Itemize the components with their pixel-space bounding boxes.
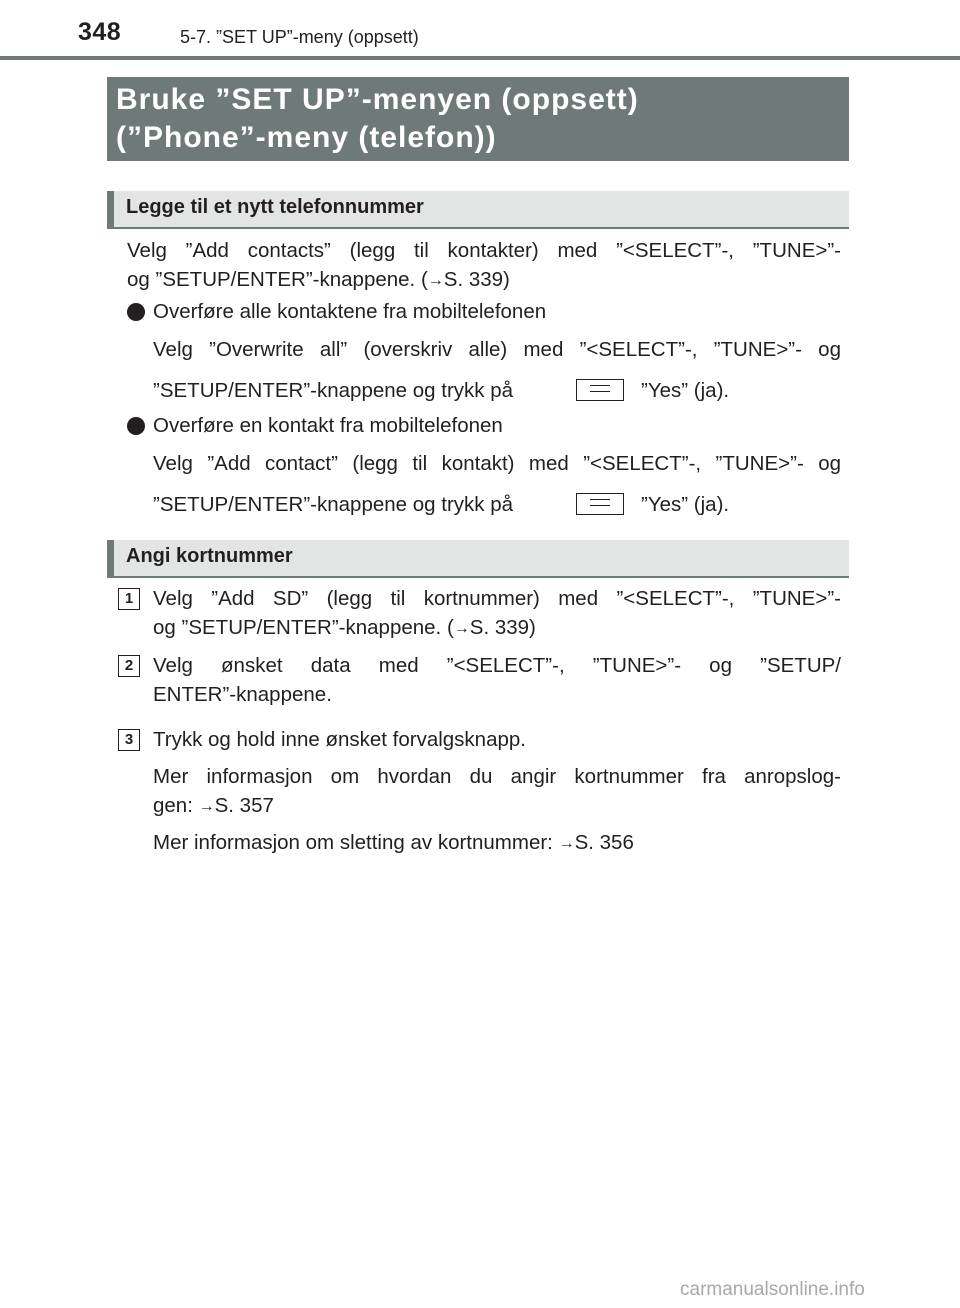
section-heading-bar — [107, 191, 114, 227]
arrow-right-icon: → — [198, 798, 215, 815]
step-number-1: 1 — [118, 588, 140, 610]
step1-line-2-text: og ”SETUP/ENTER”-knappene. ( — [153, 616, 454, 639]
bullet2-line-2a: ”SETUP/ENTER”-knappene og trykk på — [153, 493, 514, 516]
step3-info1-page-ref: S. 357 — [214, 794, 274, 817]
bullet1-line-1: Velg ”Overwrite all” (overskriv alle) med ”<SELECT”-, ”TUNE>”- og — [153, 338, 841, 361]
page-title-box — [107, 77, 849, 161]
watermark: carmanualsonline.info — [680, 1279, 865, 1300]
page-number: 348 — [78, 18, 122, 46]
step3-line-1: Trykk og hold inne ønsket forvalgsknapp. — [153, 728, 526, 751]
step1-line-2 — [153, 613, 536, 644]
bullet2-title: Overføre en kontakt fra mobiltelefonen — [153, 414, 503, 437]
step3-info1-line-1: Mer informasjon om hvordan du angir kortnummer fra anropslog- — [153, 765, 841, 788]
bullet1-line-2a: ”SETUP/ENTER”-knappene og trykk på — [153, 379, 514, 402]
arrow-right-icon: → — [453, 620, 470, 637]
intro-page-ref: S. 339) — [443, 268, 510, 291]
minus-key-glyph — [590, 499, 610, 506]
page-title-line-1: Bruke ”SET UP”-menyen (oppsett) — [116, 83, 639, 116]
bullet1-line-2b: ”Yes” (ja). — [641, 379, 730, 402]
section-heading-add-number — [107, 191, 849, 229]
minus-key-icon — [576, 493, 624, 515]
arrow-right-icon: → — [558, 835, 575, 852]
step3-info1-line-2 — [153, 791, 274, 822]
section-reference: 5-7. ”SET UP”-meny (oppsett) — [180, 27, 419, 47]
step-number-2: 2 — [118, 655, 140, 677]
step3-info2-page-ref: S. 356 — [574, 831, 634, 854]
bullet2-line-1: Velg ”Add contact” (legg til kontakt) med ”<SELECT”-, ”TUNE>”- og — [153, 452, 841, 475]
header-rule — [0, 56, 960, 60]
step3-info2 — [153, 828, 634, 859]
step-number-3: 3 — [118, 729, 140, 751]
section-heading-bar — [107, 540, 114, 576]
step1-line-1: Velg ”Add SD” (legg til kortnummer) med ”<SELECT”-, ”TUNE>”- — [153, 587, 841, 610]
intro-line-2-text: og ”SETUP/ENTER”-knappene. ( — [127, 268, 428, 291]
minus-key-glyph — [590, 385, 610, 392]
arrow-right-icon: → — [427, 272, 444, 289]
step2-line-2: ENTER”-knappene. — [153, 683, 332, 706]
page-header — [0, 0, 960, 62]
bullet1-title: Overføre alle kontaktene fra mobiltelefonen — [153, 300, 547, 323]
section-heading-speed-dial — [107, 540, 849, 578]
step3-info2-text: Mer informasjon om sletting av kortnummer: — [153, 831, 559, 854]
bullet2-line-2b: ”Yes” (ja). — [641, 493, 730, 516]
page-title-line-2: (”Phone”-meny (telefon)) — [116, 121, 497, 154]
intro-line-2 — [127, 265, 510, 296]
step1-page-ref: S. 339) — [469, 616, 536, 639]
step2-line-1: Velg ønsket data med ”<SELECT”-, ”TUNE>”- og ”SETUP/ — [153, 654, 841, 677]
step3-info1-text: gen: — [153, 794, 199, 817]
section-heading-text: Angi kortnummer — [126, 545, 293, 567]
minus-key-icon — [576, 379, 624, 401]
intro-line-1: Velg ”Add contacts” (legg til kontakter) med ”<SELECT”-, ”TUNE>”- — [127, 239, 841, 262]
section-heading-text: Legge til et nytt telefonnummer — [126, 196, 424, 218]
bullet-icon — [127, 417, 145, 435]
bullet-icon — [127, 303, 145, 321]
